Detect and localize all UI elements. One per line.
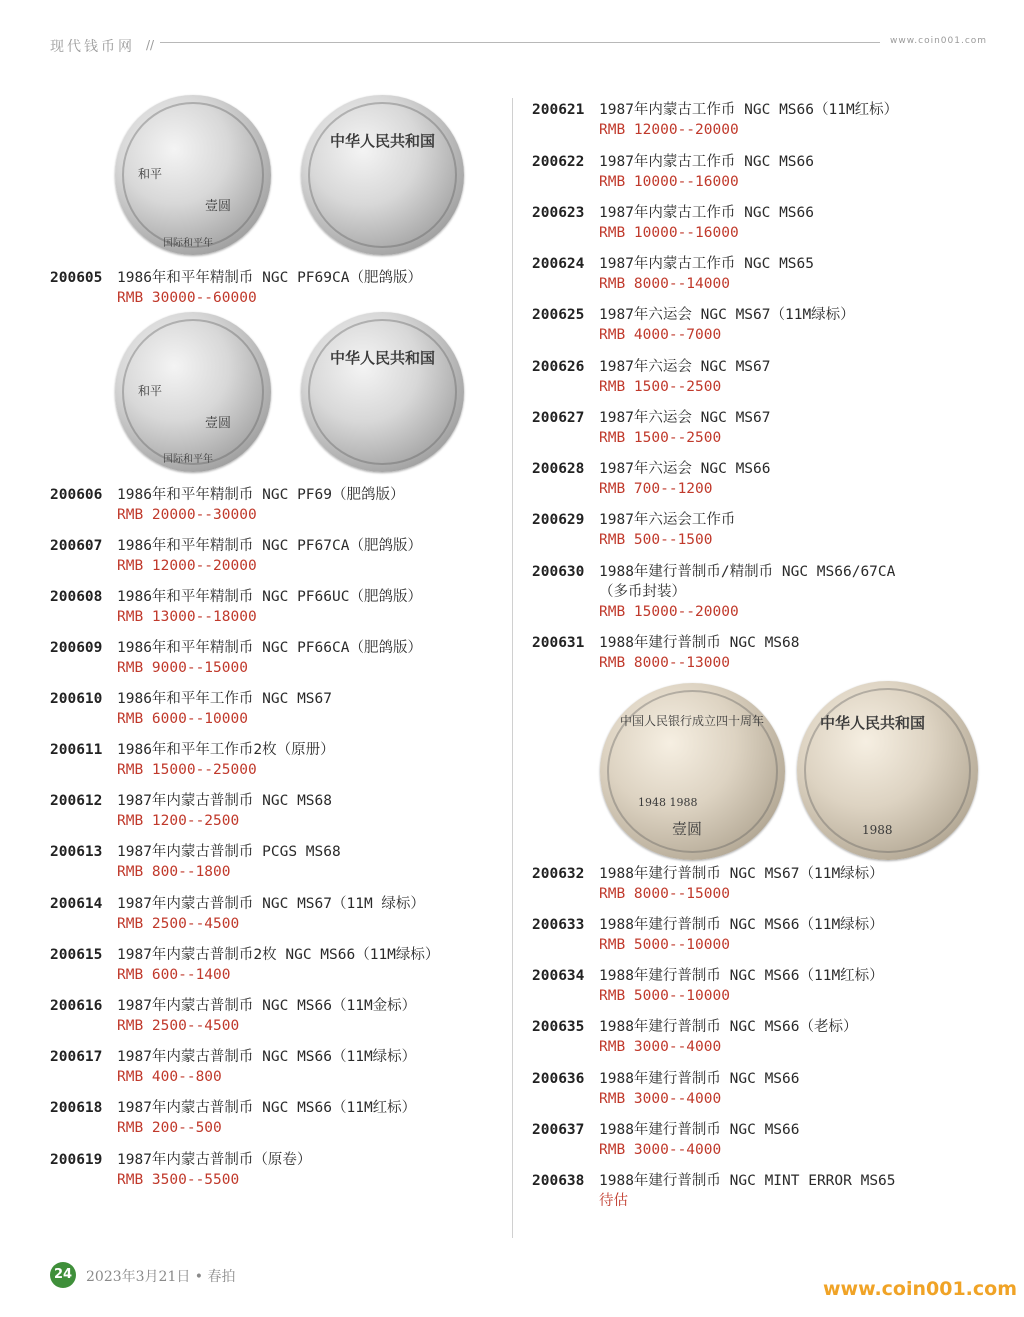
lot-estimate: RMB 6000--10000 [117, 711, 248, 727]
lot-number: 200634 [532, 968, 585, 984]
lot-estimate: RMB 4000--7000 [599, 327, 722, 343]
coin-text-years: 1948 1988 [638, 796, 698, 809]
lot-number: 200618 [50, 1100, 103, 1116]
lot-number: 200619 [50, 1152, 103, 1168]
page-number-badge: 24 [50, 1262, 76, 1288]
magazine-title: 现代钱币网 [50, 39, 135, 55]
lot-estimate: RMB 200--500 [117, 1120, 222, 1136]
coin-text-yuan-1: 壹圆 [205, 199, 232, 214]
coin-text-peace-1: 和平 [138, 167, 163, 181]
header-rule [160, 42, 880, 43]
lot-description: 1987年六运会 NGC MS67（11M绿标） [599, 307, 855, 323]
lot-number: 200605 [50, 270, 103, 286]
lot-number: 200635 [532, 1019, 585, 1035]
header-slashes: // [146, 38, 155, 52]
coin-image-peace-obverse-2 [301, 312, 464, 472]
lot-number: 200626 [532, 359, 585, 375]
lot-description: 1988年建行普制币 NGC MS67（11M绿标） [599, 866, 884, 882]
lot-description: 1986年和平年精制币 NGC PF67CA（肥鸽版） [117, 538, 422, 554]
coin-text-peaceyear-2: 国际和平年 [163, 454, 213, 465]
lot-number: 200637 [532, 1122, 585, 1138]
lot-description: 1987年内蒙古普制币2枚 NGC MS66（11M绿标） [117, 947, 440, 963]
coin-text-peaceyear-1: 国际和平年 [163, 238, 213, 249]
lot-number: 200610 [50, 691, 103, 707]
lot-description: 1987年内蒙古工作币 NGC MS66 [599, 154, 814, 170]
lot-description: 1987年内蒙古普制币 NGC MS66（11M绿标） [117, 1049, 417, 1065]
lot-number: 200624 [532, 256, 585, 272]
lot-estimate: RMB 1500--2500 [599, 430, 722, 446]
lot-description: 1988年建行普制币 NGC MS66（11M红标） [599, 968, 884, 984]
lot-number: 200622 [532, 154, 585, 170]
lot-number: 200611 [50, 742, 103, 758]
lot-estimate: RMB 2500--4500 [117, 1018, 240, 1034]
lot-estimate: RMB 10000--16000 [599, 174, 739, 190]
lot-number: 200614 [50, 896, 103, 912]
lot-number: 200608 [50, 589, 103, 605]
coin-image-peace-obverse-1 [301, 95, 464, 255]
footer-site-url: www.coin001.com [823, 1278, 1018, 1300]
lot-number: 200632 [532, 866, 585, 882]
lot-number: 200633 [532, 917, 585, 933]
lot-number: 200638 [532, 1173, 585, 1189]
lot-estimate: RMB 1500--2500 [599, 379, 722, 395]
lot-description: 1987年内蒙古普制币（原卷） [117, 1152, 312, 1168]
lot-description: 1987年六运会工作币 [599, 512, 736, 528]
lot-description: 1987年内蒙古普制币 NGC MS66（11M红标） [117, 1100, 417, 1116]
lot-description-line2: （多币封装） [599, 584, 686, 600]
lot-description: 1987年内蒙古普制币 NGC MS67（11M 绿标） [117, 896, 425, 912]
lot-description: 1986年和平年精制币 NGC PF69CA（肥鸽版） [117, 270, 422, 286]
lot-estimate: RMB 500--1500 [599, 532, 713, 548]
coin-text-country-2: 中华人民共和国 [330, 349, 436, 367]
lot-number: 200630 [532, 564, 585, 580]
lot-description: 1987年六运会 NGC MS67 [599, 359, 771, 375]
lot-estimate: RMB 8000--14000 [599, 276, 730, 292]
lot-estimate: RMB 12000--20000 [599, 122, 739, 138]
lot-estimate: RMB 600--1400 [117, 967, 231, 983]
lot-description: 1986年和平年精制币 NGC PF69（肥鸽版） [117, 487, 405, 503]
lot-number: 200628 [532, 461, 585, 477]
lot-estimate: RMB 8000--13000 [599, 655, 730, 671]
column-divider [512, 98, 513, 1238]
lot-number: 200616 [50, 998, 103, 1014]
lot-estimate: 待估 [599, 1193, 628, 1209]
lot-number: 200613 [50, 844, 103, 860]
lot-estimate: RMB 400--800 [117, 1069, 222, 1085]
lot-description: 1986年和平年精制币 NGC PF66CA（肥鸽版） [117, 640, 422, 656]
lot-description: 1986年和平年工作币2枚（原册） [117, 742, 335, 758]
lot-number: 200636 [532, 1071, 585, 1087]
lot-estimate: RMB 3000--4000 [599, 1091, 722, 1107]
lot-estimate: RMB 800--1800 [117, 864, 231, 880]
lot-number: 200615 [50, 947, 103, 963]
lot-number: 200631 [532, 635, 585, 651]
lot-description: 1986年和平年工作币 NGC MS67 [117, 691, 332, 707]
lot-number: 200617 [50, 1049, 103, 1065]
coin-text-country-3: 中华人民共和国 [820, 714, 926, 732]
lot-description: 1987年内蒙古工作币 NGC MS66 [599, 205, 814, 221]
coin-text-bank: 中国人民银行成立四十周年 [620, 714, 765, 728]
lot-description: 1987年内蒙古普制币 NGC MS68 [117, 793, 332, 809]
lot-description: 1987年内蒙古工作币 NGC MS65 [599, 256, 814, 272]
lot-number: 200609 [50, 640, 103, 656]
lot-description: 1988年建行普制币 NGC MINT ERROR MS65 [599, 1173, 896, 1189]
lot-estimate: RMB 5000--10000 [599, 937, 730, 953]
lot-estimate: RMB 15000--25000 [117, 762, 257, 778]
lot-description: 1986年和平年精制币 NGC PF66UC（肥鸽版） [117, 589, 422, 605]
lot-description: 1987年六运会 NGC MS66 [599, 461, 771, 477]
lot-number: 200621 [532, 102, 585, 118]
lot-estimate: RMB 2500--4500 [117, 916, 240, 932]
lot-estimate: RMB 700--1200 [599, 481, 713, 497]
lot-description: 1988年建行普制币 NGC MS66（老标） [599, 1019, 858, 1035]
coin-text-peace-2: 和平 [138, 384, 163, 398]
lot-description: 1987年内蒙古普制币 PCGS MS68 [117, 844, 341, 860]
coin-text-yuan-2: 壹圆 [205, 416, 232, 431]
lot-description: 1988年建行普制币 NGC MS66（11M绿标） [599, 917, 884, 933]
lot-estimate: RMB 10000--16000 [599, 225, 739, 241]
lot-description: 1987年内蒙古工作币 NGC MS66（11M红标） [599, 102, 899, 118]
lot-description: 1987年内蒙古普制币 NGC MS66（11M金标） [117, 998, 417, 1014]
lot-number: 200625 [532, 307, 585, 323]
lot-number: 200629 [532, 512, 585, 528]
lot-estimate: RMB 9000--15000 [117, 660, 248, 676]
lot-number: 200627 [532, 410, 585, 426]
lot-estimate: RMB 30000--60000 [117, 290, 257, 306]
lot-description: 1988年建行普制币 NGC MS66 [599, 1122, 800, 1138]
lot-description: 1988年建行普制币 NGC MS68 [599, 635, 800, 651]
coin-text-yuan-3: 壹圆 [672, 820, 703, 838]
lot-number: 200612 [50, 793, 103, 809]
coin-text-year-1988: 1988 [862, 823, 893, 837]
coin-text-country-1: 中华人民共和国 [330, 132, 436, 150]
lot-estimate: RMB 13000--18000 [117, 609, 257, 625]
lot-description: 1988年建行普制币 NGC MS66 [599, 1071, 800, 1087]
lot-number: 200606 [50, 487, 103, 503]
lot-description: 1987年六运会 NGC MS67 [599, 410, 771, 426]
header-site-url: www.coin001.com [890, 36, 988, 46]
lot-estimate: RMB 3500--5500 [117, 1172, 240, 1188]
lot-estimate: RMB 1200--2500 [117, 813, 240, 829]
footer-date: 2023年3月21日 • 春拍 [86, 1269, 236, 1285]
lot-estimate: RMB 8000--15000 [599, 886, 730, 902]
lot-estimate: RMB 20000--30000 [117, 507, 257, 523]
lot-number: 200607 [50, 538, 103, 554]
lot-description: 1988年建行普制币/精制币 NGC MS66/67CA [599, 564, 896, 580]
lot-estimate: RMB 3000--4000 [599, 1142, 722, 1158]
lot-number: 200623 [532, 205, 585, 221]
lot-estimate: RMB 5000--10000 [599, 988, 730, 1004]
lot-estimate: RMB 12000--20000 [117, 558, 257, 574]
lot-estimate: RMB 3000--4000 [599, 1039, 722, 1055]
lot-estimate: RMB 15000--20000 [599, 604, 739, 620]
